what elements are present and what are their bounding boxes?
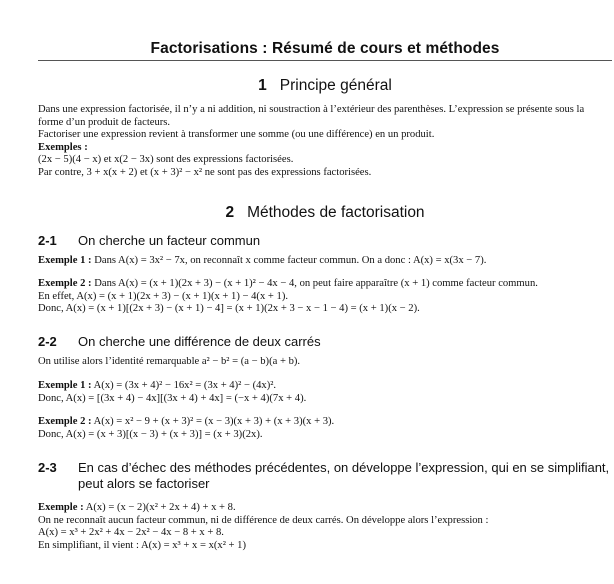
intro-line: On utilise alors l’identité remarquable a² − b² = (a − b)(a + b).	[38, 356, 301, 367]
example-line: A(x) = (3x + 4)² − 16x² = (3x + 4)² − (4x)².	[93, 380, 277, 391]
subsection-2-2-intro	[38, 356, 612, 369]
section-number: 1	[258, 77, 267, 94]
example-line: Donc, A(x) = (x + 3)[(x − 3) + (x + 3)] = (x + 3)(2x).	[38, 428, 263, 440]
section-heading-1	[38, 77, 612, 95]
section-title: Méthodes de factorisation	[247, 204, 425, 221]
example-line: Par contre, 3 + x(x + 2) et (x + 3)² − x² ne sont pas des expressions factorisées.	[38, 166, 372, 178]
example-label: Exemple 1 :	[38, 380, 92, 391]
subsection-heading-2-3	[38, 460, 612, 492]
example-line: A(x) = x³ + 2x² + 4x − 2x² − 4x − 8 + x + 8.	[38, 527, 224, 539]
examples-label: Exemples :	[38, 141, 88, 153]
example-line: Dans A(x) = 3x² − 7x, on reconnaît x comme facteur commun. On a donc : A(x) = x(3x − 7).	[94, 255, 487, 266]
subsection-2-1-example-2	[38, 278, 612, 316]
example-line: On ne reconnaît aucun facteur commun, ni de différence de deux carrés. On développe alors l’expression :	[38, 514, 489, 526]
example-line: En simplifiant, il vient : A(x) = x³ + x = x(x² + 1)	[38, 539, 246, 551]
subsection-2-3-example	[38, 502, 612, 552]
example-label: Exemple 2 :	[38, 278, 92, 289]
paragraph: Factoriser une expression revient à transformer une somme (ou une différence) en un produit.	[38, 129, 435, 141]
section-heading-2	[38, 204, 612, 222]
subsection-2-1-example-1	[38, 255, 612, 268]
subsection-number: 2-2	[38, 334, 57, 349]
example-line: Dans A(x) = (x + 1)(2x + 3) − (x + 1)² − 4x − 4, on peut faire apparaître (x + 1) comme facteur commun.	[94, 278, 538, 289]
document-title: Factorisations : Résumé de cours et méthodes	[150, 40, 500, 57]
example-line: En effet, A(x) = (x + 1)(2x + 3) − (x + 1)(x + 1) − 4(x + 1).	[38, 290, 289, 302]
example-line: A(x) = (x − 2)(x² + 2x + 4) + x + 8.	[85, 502, 236, 513]
subsection-title: On cherche un facteur commun	[78, 233, 261, 248]
example-label: Exemple 2 :	[38, 416, 92, 427]
example-label: Exemple :	[38, 502, 84, 513]
subsection-number: 2-3	[38, 460, 57, 475]
example-line: Donc, A(x) = (x + 1)[(2x + 3) − (x + 1) − 4] = (x + 1)(2x + 3 − x − 1 − 4) = (x + 1)(x − 2).	[38, 303, 420, 315]
title-rule	[38, 60, 612, 61]
subsection-title: En cas d’échec des méthodes précédentes, on développe l’expression, qui en se simplifiant, peut alors se factoriser	[78, 460, 610, 491]
example-line: (2x − 5)(4 − x) et x(2 − 3x) sont des expressions factorisées.	[38, 154, 294, 166]
example-label: Exemple 1 :	[38, 255, 92, 266]
section-1-body	[38, 104, 612, 180]
subsection-heading-2-1	[38, 233, 612, 249]
example-line: A(x) = x² − 9 + (x + 3)² = (x − 3)(x + 3) + (x + 3)(x + 3).	[93, 416, 335, 427]
subsection-number: 2-1	[38, 233, 57, 248]
section-title: Principe général	[279, 77, 392, 94]
subsection-2-2-example-2	[38, 416, 612, 441]
section-number: 2	[225, 204, 235, 221]
subsection-heading-2-2	[38, 334, 612, 350]
example-line: Donc, A(x) = [(3x + 4) − 4x][(3x + 4) + 4x] = (−x + 4)(7x + 4).	[38, 392, 307, 404]
subsection-title: On cherche une différence de deux carrés	[78, 334, 321, 349]
paragraph: Dans une expression factorisée, il n’y a ni addition, ni soustraction à l’extérieur des parenthèses. L’expression se présente sous la forme d’un produit de facteurs.	[38, 104, 585, 128]
subsection-2-2-example-1	[38, 380, 612, 405]
